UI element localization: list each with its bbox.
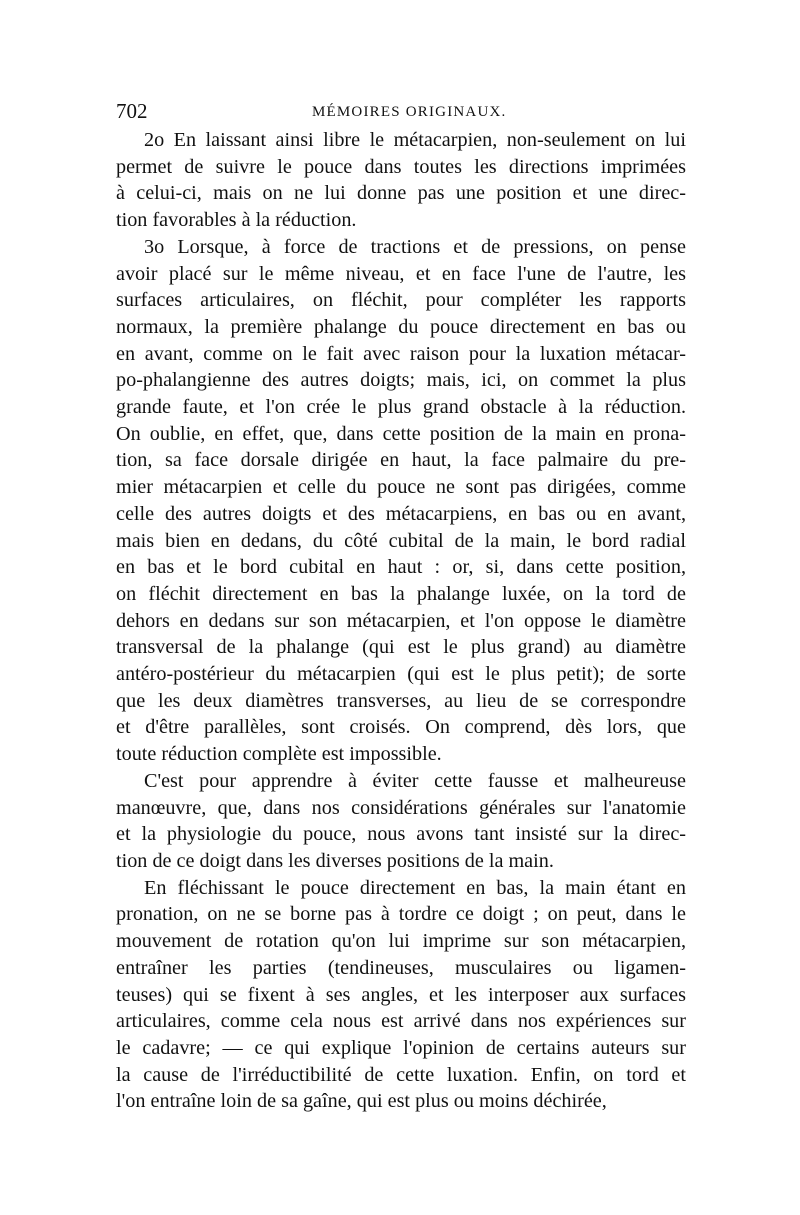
text-line: on fléchit directement en bas la phalange luxée, on la tord de [116, 582, 686, 605]
text-line: normaux, la première phalange du pouce directement en bas ou [116, 315, 686, 338]
text-line: à celui-ci, mais on ne lui donne pas une position et une direc- [116, 182, 686, 205]
text-line: en bas et le bord cubital en haut : or, si, dans cette position, [116, 556, 686, 579]
text-line: et la physiologie du pouce, nous avons tant insisté sur la direc- [116, 823, 686, 846]
paragraph-3 [116, 768, 686, 875]
text-line: grande faute, et l'on crée le plus grand obstacle à la réduction. [116, 396, 686, 419]
text-line: le cadavre; — ce qui explique l'opinion de certains auteurs sur [116, 1036, 686, 1059]
text-line: avoir placé sur le même niveau, et en face l'une de l'autre, les [116, 262, 686, 285]
running-title: MÉMOIRES ORIGINAUX. [312, 104, 507, 120]
text-line: celle des autres doigts et des métacarpiens, en bas ou en avant, [116, 502, 686, 525]
text-line: l'on entraîne loin de sa gaîne, qui est plus ou moins déchirée, [116, 1090, 607, 1113]
text-line: 2o En laissant ainsi libre le métacarpien, non-seulement on lui [144, 129, 686, 151]
text-line: en avant, comme on le fait avec raison pour la luxation métacar- [116, 342, 686, 365]
body-text [116, 127, 686, 1115]
text-line: manœuvre, que, dans nos considérations générales sur l'anatomie [116, 796, 686, 819]
text-line: 3o Lorsque, à force de tractions et de pressions, on pense [144, 235, 686, 258]
text-line: que les deux diamètres transverses, au lieu de se correspondre [116, 689, 686, 712]
text-line: articulaires, comme cela nous est arrivé dans nos expériences sur [116, 1010, 686, 1033]
text-line: mouvement de rotation qu'on lui imprime sur son métacarpien, [116, 930, 686, 953]
text-line: mais bien en dedans, du côté cubital de la main, le bord radial [116, 529, 686, 552]
text-line: tion de ce doigt dans les diverses positions de la main. [116, 849, 554, 872]
text-line: antéro-postérieur du métacarpien (qui est le plus petit); de sorte [116, 663, 686, 686]
text-line: permet de suivre le pouce dans toutes les directions imprimées [116, 155, 686, 178]
text-line: entraîner les parties (tendineuses, musculaires ou ligamen- [116, 956, 686, 979]
text-line: On oublie, en effet, que, dans cette position de la main en prona- [116, 422, 686, 445]
text-line: teuses) qui se fixent à ses angles, et les interposer aux surfaces [116, 983, 686, 1006]
paragraph-2 [116, 234, 686, 768]
paragraph-1 [116, 127, 686, 234]
text-line: toute réduction complète est impossible. [116, 743, 442, 766]
text-line: dehors en dedans sur son métacarpien, et l'on oppose le diamètre [116, 609, 686, 632]
text-line: po-phalangienne des autres doigts; mais, ici, on commet la plus [116, 369, 686, 392]
text-line: C'est pour apprendre à éviter cette fausse et malheureuse [144, 769, 686, 792]
text-line: surfaces articulaires, on fléchit, pour compléter les rapports [116, 289, 686, 312]
text-line: pronation, on ne se borne pas à tordre ce doigt ; on peut, dans le [116, 903, 686, 926]
page-number: 702 [116, 99, 148, 123]
text-line: tion favorables à la réduction. [116, 209, 357, 232]
text-line: En fléchissant le pouce directement en bas, la main étant en [144, 876, 686, 899]
paragraph-4 [116, 875, 686, 1115]
running-header [116, 98, 690, 124]
text-line: mier métacarpien et celle du pouce ne sont pas dirigées, comme [116, 476, 686, 499]
text-line: la cause de l'irréductibilité de cette luxation. Enfin, on tord et [116, 1063, 686, 1086]
text-line: tion, sa face dorsale dirigée en haut, la face palmaire du pre- [116, 449, 686, 472]
text-line: transversal de la phalange (qui est le plus grand) au diamètre [116, 636, 686, 659]
text-line: et d'être parallèles, sont croisés. On comprend, dès lors, que [116, 716, 686, 739]
